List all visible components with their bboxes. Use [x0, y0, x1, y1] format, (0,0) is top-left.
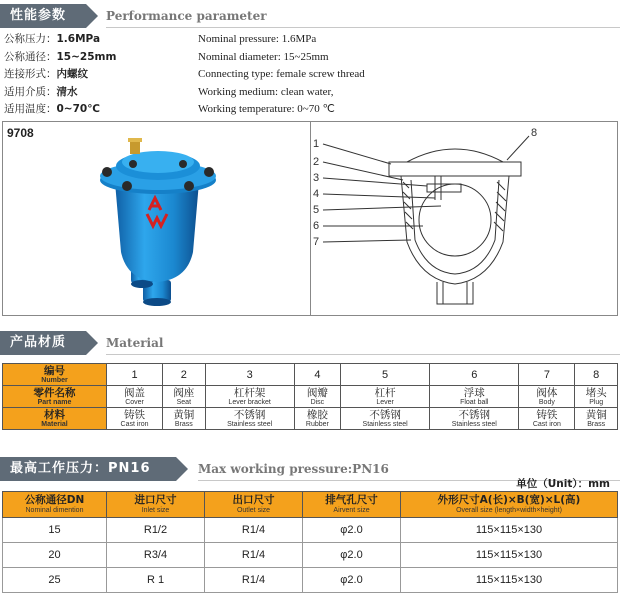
- table-cell: 15: [3, 518, 107, 543]
- table-cell: 8: [575, 364, 618, 386]
- spec-label: 公称通径：: [4, 50, 57, 63]
- row-header: 材料 Material: [3, 408, 107, 430]
- diagram-label: 4: [313, 188, 320, 200]
- table-cell: 2: [163, 364, 206, 386]
- diagram-label: 1: [313, 138, 320, 150]
- table-cell: 115×115×130: [401, 518, 618, 543]
- table-cell: 25: [3, 568, 107, 593]
- table-cell: 不锈钢 Stainless steel: [430, 408, 519, 430]
- performance-tag: 性能参数: [0, 4, 86, 28]
- row-header: 零件名称 Part name: [3, 386, 107, 408]
- table-cell: 1: [107, 364, 163, 386]
- table-cell: 阀体 Body: [519, 386, 575, 408]
- diagram-label: 3: [313, 172, 320, 184]
- spec-en-row: Nominal pressure: 1.6MPa: [198, 33, 317, 45]
- spec-value: 0~70℃: [56, 103, 100, 115]
- material-tag: 产品材质: [0, 331, 86, 355]
- divider: [106, 27, 620, 28]
- diagram-label: 6: [313, 220, 320, 232]
- table-cell: 黄铜 Brass: [163, 408, 206, 430]
- performance-cn-list: [4, 31, 116, 119]
- column-header: 进口尺寸 Inlet size: [107, 492, 205, 518]
- diagram-label: 8: [531, 127, 538, 139]
- pressure-table: [2, 491, 618, 593]
- spec-value: 1.6MPa: [56, 33, 101, 45]
- table-cell: R3/4: [107, 543, 205, 568]
- table-cell: R1/4: [205, 568, 303, 593]
- table-cell: 4: [294, 364, 340, 386]
- spec-cn-row: [4, 101, 116, 119]
- table-cell: 铸铁 Cast iron: [519, 408, 575, 430]
- spec-en-row: Connecting type: female screw thread: [198, 68, 365, 80]
- performance-header: [0, 4, 620, 28]
- spec-en-row: Nominal diameter: 15~25mm: [198, 50, 329, 63]
- table-cell: 阀座 Seat: [163, 386, 206, 408]
- spec-value: 15~25mm: [56, 50, 117, 63]
- diagram-label: 5: [313, 204, 320, 216]
- table-row: [3, 543, 618, 568]
- material-table: [2, 363, 618, 430]
- table-cell: 115×115×130: [401, 568, 618, 593]
- model-number: 9708: [7, 126, 40, 140]
- table-cell: 阀盖 Cover: [107, 386, 163, 408]
- table-cell: 5: [341, 364, 430, 386]
- spec-en-row: Working temperature: 0~70 ℃: [198, 103, 335, 115]
- spec-label: 适用温度：: [4, 103, 57, 115]
- spec-cn-row: [4, 66, 116, 84]
- spec-label: 连接形式：: [4, 68, 57, 80]
- table-cell: 不锈钢 Stainless steel: [205, 408, 294, 430]
- spec-cn-row: [4, 84, 116, 102]
- unit-label: 单位（Unit）：mm: [516, 478, 610, 490]
- row-header: 编号 Number: [3, 364, 107, 386]
- diagram-label: 2: [313, 156, 320, 168]
- column-header: 出口尺寸 Outlet size: [205, 492, 303, 518]
- table-cell: 115×115×130: [401, 543, 618, 568]
- material-header: [0, 331, 620, 355]
- table-header-row: [3, 492, 618, 518]
- table-cell: 浮球 Float ball: [430, 386, 519, 408]
- pressure-tag: 最高工作压力：PN16: [0, 457, 176, 481]
- table-row: [3, 364, 618, 386]
- table-cell: 3: [205, 364, 294, 386]
- table-cell: 橡胶 Rubber: [294, 408, 340, 430]
- table-cell: R1/4: [205, 518, 303, 543]
- product-images-panel: [2, 121, 618, 316]
- table-cell: 杠杆架 Lever bracket: [205, 386, 294, 408]
- table-cell: 杠杆 Lever: [341, 386, 430, 408]
- spec-cn-row: [4, 49, 116, 67]
- table-cell: R1/4: [205, 543, 303, 568]
- diagram-label: 7: [313, 236, 320, 248]
- column-header: 排气孔尺寸 Airvent size: [303, 492, 401, 518]
- table-cell: φ2.0: [303, 518, 401, 543]
- table-row: [3, 568, 618, 593]
- divider: [106, 354, 620, 355]
- table-cell: φ2.0: [303, 568, 401, 593]
- column-header: 外形尺寸A(长)×B(宽)×L(高) Overall size (length×width×height): [401, 492, 618, 518]
- table-row: [3, 386, 618, 408]
- table-cell: 20: [3, 543, 107, 568]
- spec-value: 内螺纹: [56, 68, 88, 80]
- spec-value: 清水: [56, 85, 78, 98]
- spec-label: 适用介质：: [4, 85, 57, 98]
- performance-title-en: Performance parameter: [106, 9, 267, 23]
- table-cell: 铸铁 Cast iron: [107, 408, 163, 430]
- table-cell: R 1: [107, 568, 205, 593]
- table-cell: φ2.0: [303, 543, 401, 568]
- table-cell: 不锈钢 Stainless steel: [341, 408, 430, 430]
- valve-section-diagram: [311, 122, 617, 315]
- table-row: [3, 518, 618, 543]
- material-title-en: Material: [106, 336, 164, 350]
- table-cell: 堵头 Plug: [575, 386, 618, 408]
- spec-label: 公称压力：: [4, 33, 57, 45]
- table-cell: 7: [519, 364, 575, 386]
- valve-photo: [3, 122, 309, 315]
- spec-en-row: Working medium: clean water,: [198, 85, 334, 98]
- table-cell: R1/2: [107, 518, 205, 543]
- spec-cn-row: [4, 31, 116, 49]
- column-header: 公称通径DN Nominal dimention: [3, 492, 107, 518]
- table-cell: 6: [430, 364, 519, 386]
- table-row: [3, 408, 618, 430]
- table-cell: 阀瓣 Disc: [294, 386, 340, 408]
- pressure-title-en: Max working pressure:PN16: [198, 462, 389, 476]
- table-cell: 黄铜 Brass: [575, 408, 618, 430]
- performance-en-list: [198, 31, 365, 119]
